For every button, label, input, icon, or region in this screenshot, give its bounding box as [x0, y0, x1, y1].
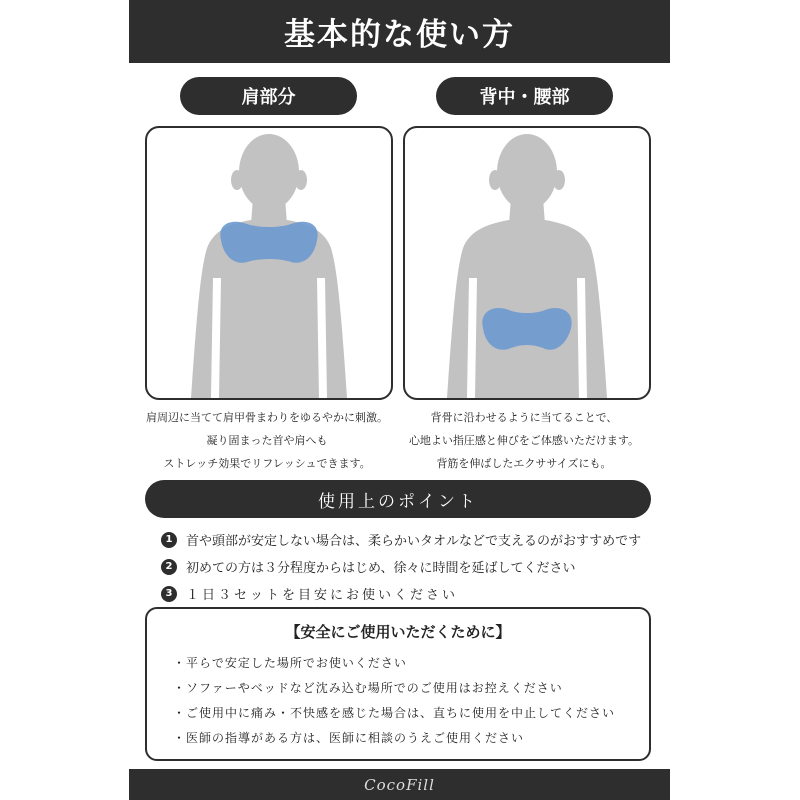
shoulder-description [138, 406, 396, 475]
safety-item: ・医師の指導がある方は、医師に相談のうえご使用ください [173, 731, 525, 745]
safety-item: ・平らで安定した場所でお使いください [173, 656, 407, 670]
point-number-badge: 3 [161, 586, 177, 602]
shoulder-illustration-panel [145, 126, 393, 400]
usage-sheet [129, 0, 670, 800]
point-text: １日３セットを目安にお使いください [186, 588, 459, 603]
back-figure-illustration [405, 128, 649, 398]
usage-point [161, 580, 661, 607]
description-line: 背骨に沿わせるように当てることで、 [430, 411, 618, 424]
safety-notice-box [145, 607, 651, 761]
usage-point [161, 526, 661, 553]
description-line: 肩周辺に当てて肩甲骨まわりをゆるやかに刺激。 [146, 411, 388, 424]
safety-list [173, 650, 643, 750]
description-line: ストレッチ効果でリフレッシュできます。 [163, 457, 371, 470]
shoulder-figure-illustration [147, 128, 391, 398]
header-bar [129, 0, 670, 63]
brand-logo: CocoFill [364, 775, 435, 794]
usage-point [161, 553, 661, 580]
back-section-label: 背中・腰部 [436, 77, 613, 115]
back-pad [482, 308, 571, 350]
description-line: 背筋を伸ばしたエクササイズにも。 [436, 457, 612, 470]
safety-title: 【安全にご使用いただくために】 [285, 623, 511, 641]
back-description [395, 406, 653, 475]
point-number-badge: 1 [161, 532, 177, 548]
point-text: 首や頭部が安定しない場合は、柔らかいタオルなどで支えるのがおすすめです [186, 534, 642, 549]
point-number-badge: 2 [161, 559, 177, 575]
page-title: 基本的な使い方 [284, 17, 515, 53]
safety-item: ・ご使用中に痛み・不快感を感じた場合は、直ちに使用を中止してください [173, 706, 616, 720]
safety-item: ・ソファーやベッドなど沈み込む場所でのご使用はお控えください [173, 681, 563, 695]
description-line: 凝り固まった首や肩へも [206, 434, 328, 447]
shoulder-section-label: 肩部分 [180, 77, 357, 115]
shoulder-pad [220, 222, 317, 263]
point-text: 初めての方は３分程度からはじめ、徐々に時間を延ばしてください [186, 561, 576, 576]
usage-points-list [161, 526, 661, 607]
footer-bar [129, 769, 670, 800]
description-line: 心地よい指圧感と伸びをご体感いただけます。 [408, 434, 640, 447]
back-illustration-panel [403, 126, 651, 400]
usage-points-title: 使用上のポイント [145, 480, 651, 518]
